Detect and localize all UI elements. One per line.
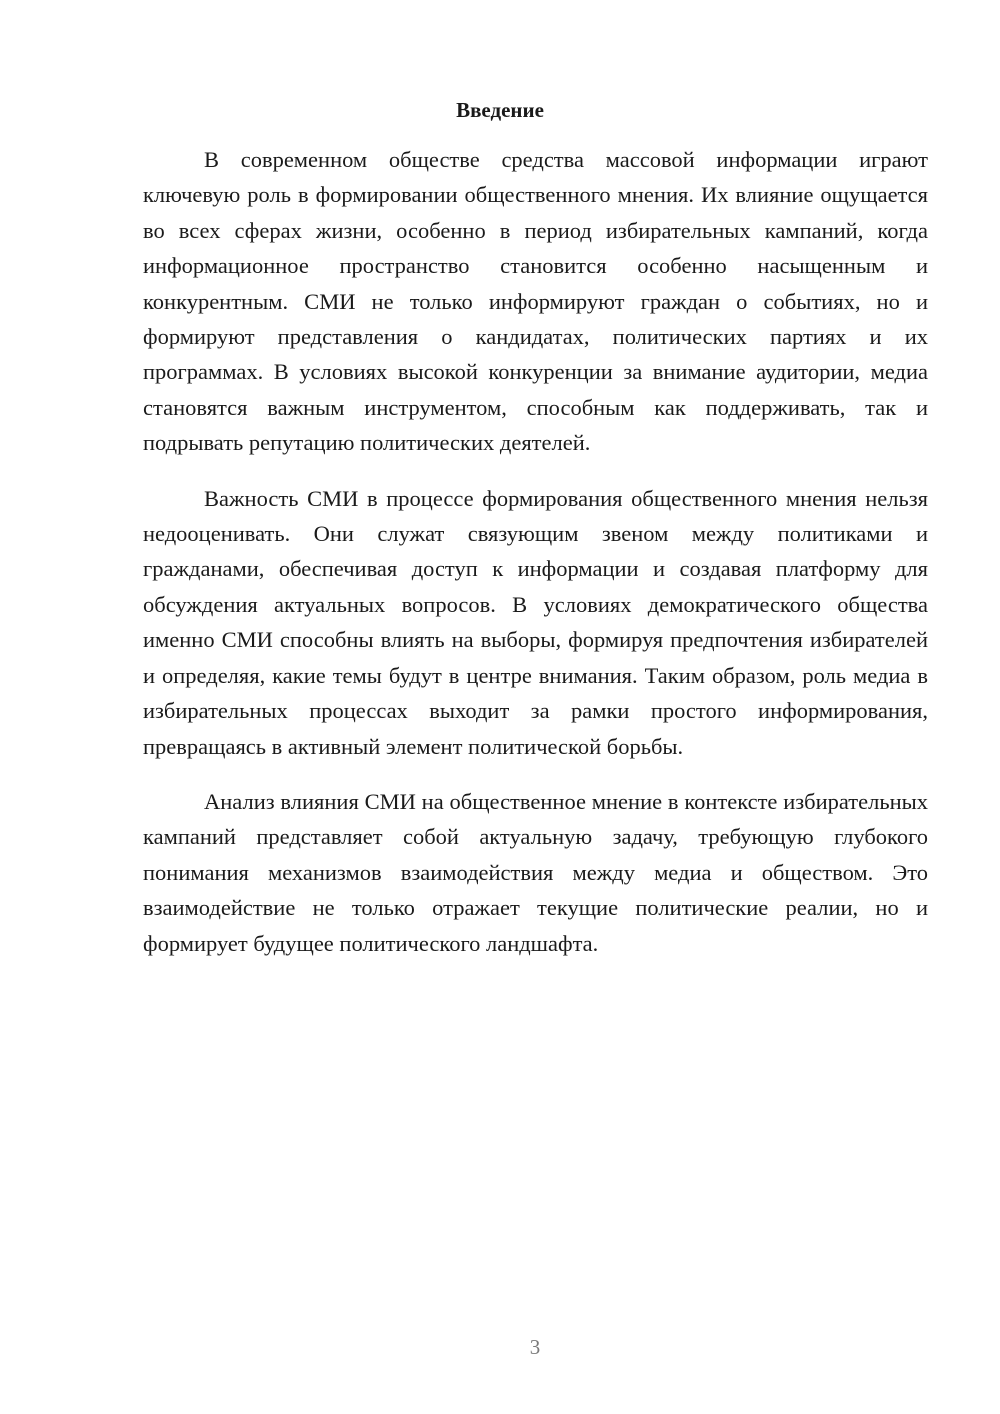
paragraph-3: Анализ влияния СМИ на общественное мнение в контексте избирательных кампаний представляет собой актуальную задачу, требующую глубокого понимания механизмов взаимодействия между медиа и обществом. Это взаимодействие не только отражает текущие политические реалии, но и формирует будущее политического ландшафта. [143,788,928,956]
page-number: 3 [529,1335,541,1359]
page-title: Введение [456,98,544,122]
paragraph-2: Важность СМИ в процессе формирования общественного мнения нельзя недооценивать. Они служат связующим звеном между политиками и гражданами, обеспечивая доступ к информации и создавая платформу для обсуждения актуальных вопросов. В условиях демократического общества именно СМИ способны влиять на выборы, формируя предпочтения избирателей и определяя, какие темы будут в центре внимания. Таким образом, роль медиа в избирательных процессах выходит за рамки простого информирования, превращаясь в активный элемент политической борьбы. [143,485,928,759]
paragraph-1: В современном обществе средства массовой информации играют ключевую роль в формировании общественного мнения. Их влияние ощущается во всех сферах жизни, особенно в период избирательных кампаний, когда информационное пространство становится особенно насыщенным и конкурентным. СМИ не только информируют граждан о событиях, но и формируют представления о кандидатах, политических партиях и их программах. В условиях высокой конкуренции за внимание аудитории, медиа становятся важным инструментом, способным как поддерживать, так и подрывать репутацию политических деятелей. [143,147,928,456]
document-body [143,142,928,981]
